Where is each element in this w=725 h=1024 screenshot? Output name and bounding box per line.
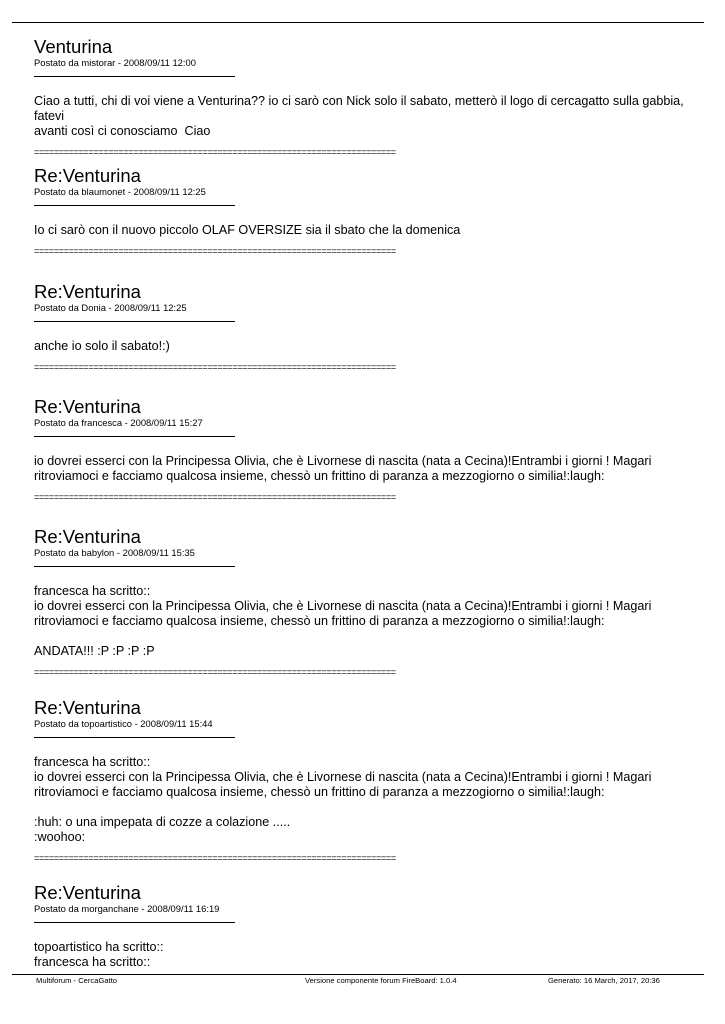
post-quote: topoartistico ha scritto:: francesca ha scritto:: — [34, 940, 164, 969]
post-title: Re:Venturina — [34, 281, 141, 302]
post-separator: ========================================================================= — [34, 147, 396, 157]
forum-post — [34, 698, 709, 863]
post-meta: Postato da francesca - 2008/09/11 15:27 — [34, 417, 203, 428]
post-body — [34, 339, 709, 354]
forum-post — [34, 397, 709, 502]
page-top-rule — [12, 22, 704, 23]
post-title: Re:Venturina — [34, 396, 141, 417]
footer-version: Versione componente forum FireBoard: 1.0.4 — [305, 976, 457, 985]
post-separator: ========================================================================= — [34, 667, 396, 677]
forum-post — [34, 37, 709, 157]
forum-post — [34, 166, 709, 256]
post-meta: Postato da mistorar - 2008/09/11 12:00 — [34, 57, 196, 68]
post-meta: Postato da blaumonet - 2008/09/11 12:25 — [34, 186, 206, 197]
post-title: Re:Venturina — [34, 697, 141, 718]
post-meta: Postato da topoartistico - 2008/09/11 15:44 — [34, 718, 213, 729]
post-meta: Postato da morganchane - 2008/09/11 16:19 — [34, 903, 220, 914]
page-footer-rule — [12, 974, 704, 975]
post-paragraph: Io ci sarò con il nuovo piccolo OLAF OVERSIZE sia il sbato che la domenica — [34, 223, 461, 237]
forum-post — [34, 282, 709, 372]
post-quote: francesca ha scritto:: io dovrei esserci con la Principessa Olivia, che è Livornese di nascita (nata a Cecina)!Entrambi i giorni ! Magari ritroviamoci e facciamo qualcosa insieme, chessò un frittino di paranza a mezzogiorno o similia!:laugh: — [34, 755, 652, 799]
post-body — [34, 223, 709, 238]
post-separator: ========================================================================= — [34, 853, 396, 863]
post-meta: Postato da Donia - 2008/09/11 12:25 — [34, 302, 187, 313]
post-paragraph: anche io solo il sabato!:) — [34, 339, 170, 353]
post-quote: francesca ha scritto:: io dovrei esserci con la Principessa Olivia, che è Livornese di nascita (nata a Cecina)!Entrambi i giorni ! Magari ritroviamoci e facciamo qualcosa insieme, chessò un frittino di paranza a mezzogiorno o similia!:laugh: — [34, 584, 652, 628]
footer-site-name: Multiforum - CercaGatto — [36, 976, 118, 985]
post-header-rule — [34, 436, 235, 437]
post-paragraph: io dovrei esserci con la Principessa Olivia, che è Livornese di nascita (nata a Cecina)!Entrambi i giorni ! Magari ritroviamoci e facciamo qualcosa insieme, chessò un frittino di paranza a mezzogiorno o similia!:laugh: — [34, 454, 652, 483]
post-header-rule — [34, 76, 235, 77]
post-title: Venturina — [34, 36, 113, 57]
post-header-rule — [34, 922, 235, 923]
forum-post — [34, 527, 709, 677]
post-body — [34, 940, 709, 970]
post-title: Re:Venturina — [34, 526, 141, 547]
post-meta: Postato da babylon - 2008/09/11 15:35 — [34, 547, 195, 558]
post-header-rule — [34, 321, 235, 322]
post-paragraph: Ciao a tutti, chi di voi viene a Venturina?? io ci sarò con Nick solo il sabato, metterò il logo di cercagatto sulla gabbia, fatevi avanti così ci conosciamo Ciao — [34, 94, 684, 138]
post-header-rule — [34, 737, 235, 738]
footer-generated-date: Generato: 16 March, 2017, 20:36 — [548, 976, 660, 985]
post-body — [34, 755, 709, 845]
post-body — [34, 454, 709, 484]
post-header-rule — [34, 205, 235, 206]
post-title: Re:Venturina — [34, 165, 141, 186]
post-header-rule — [34, 566, 235, 567]
post-separator: ========================================================================= — [34, 362, 396, 372]
post-paragraph: ANDATA!!! :P :P :P :P — [34, 644, 155, 658]
post-separator: ========================================================================= — [34, 492, 396, 502]
post-paragraph: :huh: o una impepata di cozze a colazione ..... :woohoo: — [34, 815, 291, 844]
post-separator: ========================================================================= — [34, 246, 396, 256]
post-title: Re:Venturina — [34, 882, 141, 903]
forum-post — [34, 883, 709, 970]
post-body — [34, 584, 709, 659]
post-body — [34, 94, 709, 139]
